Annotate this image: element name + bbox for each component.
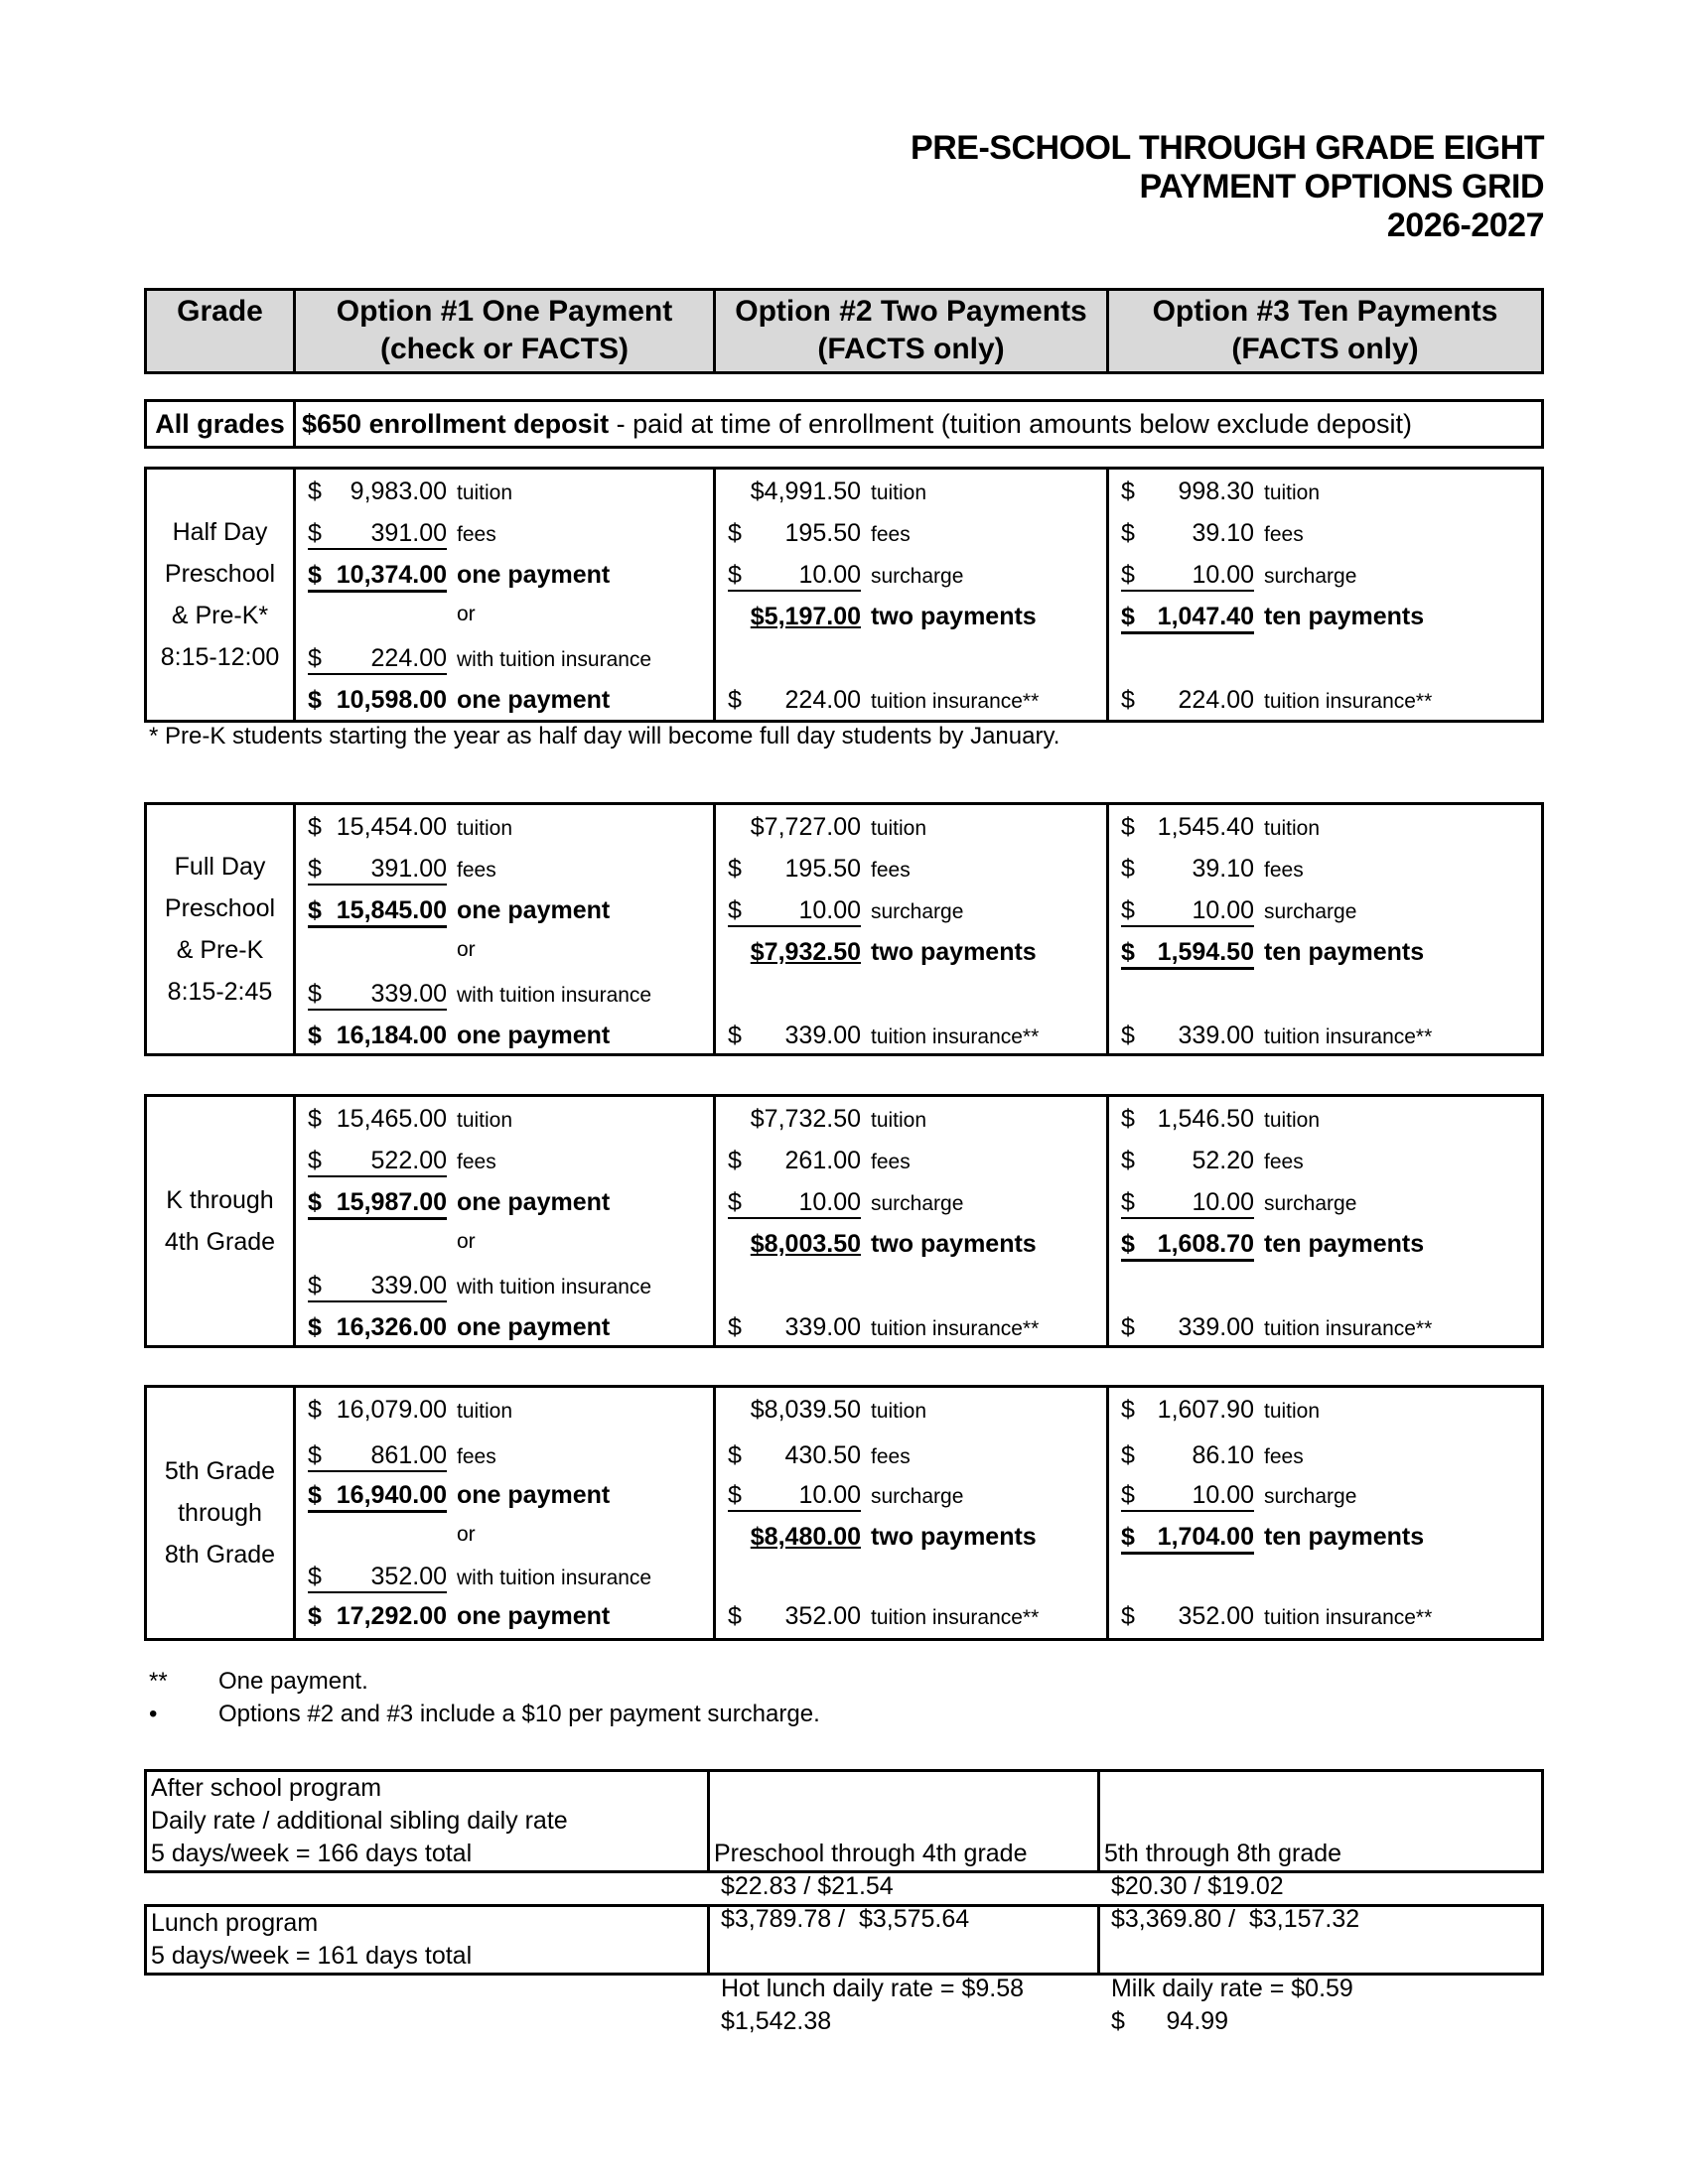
amount: $ 1,047.40 bbox=[1121, 603, 1254, 634]
one-payment-with-insurance-total bbox=[296, 1022, 610, 1051]
amount-label: surcharge bbox=[871, 900, 964, 923]
amount: $ 195.50 bbox=[728, 519, 861, 547]
amount: $ 86.10 bbox=[1121, 1441, 1254, 1469]
one-payment-with-insurance-total bbox=[296, 1602, 610, 1632]
amount-label: tuition bbox=[1264, 817, 1321, 840]
fees-line bbox=[296, 519, 496, 549]
amount: $ 224.00 bbox=[1121, 686, 1254, 714]
amount: $8,003.50 bbox=[750, 1230, 861, 1258]
amount-label: one payment bbox=[457, 1313, 611, 1341]
insurance-line bbox=[1109, 686, 1432, 716]
amount: $7,732.50 bbox=[750, 1105, 861, 1133]
amount-label: with tuition insurance bbox=[457, 1567, 652, 1589]
two-payments-total bbox=[716, 1523, 1037, 1553]
option-3-cell bbox=[1109, 1388, 1541, 1638]
amount-label: with tuition insurance bbox=[457, 648, 652, 671]
amount-label: fees bbox=[1264, 859, 1304, 882]
amount: $ 10.00 bbox=[728, 561, 861, 592]
amount: $ 352.00 bbox=[1121, 1602, 1254, 1630]
or-line bbox=[296, 603, 476, 632]
one-payment-total bbox=[296, 1481, 610, 1511]
tuition-line bbox=[1109, 1396, 1320, 1426]
amount: $ 339.00 bbox=[308, 980, 447, 1011]
amount: $ 352.00 bbox=[728, 1602, 861, 1630]
ten-payments-total bbox=[1109, 938, 1424, 968]
lunch-table bbox=[144, 1904, 1544, 2035]
insurance-line bbox=[716, 1602, 1039, 1632]
insurance-line bbox=[716, 686, 1039, 716]
enrollment-deposit-row bbox=[144, 399, 1544, 449]
amount: $ 15,845.00 bbox=[308, 896, 447, 928]
tuition-line bbox=[716, 1396, 926, 1426]
title-line-3: 2026-2027 bbox=[1386, 206, 1544, 244]
one-payment-total bbox=[296, 561, 610, 591]
amount-label: fees bbox=[457, 859, 496, 882]
after-school-col-3: 5th through 8th grade $20.30 / $19.02 $3,369.80 / $3,157.32 bbox=[1104, 1840, 1360, 1933]
tuition-line bbox=[296, 478, 512, 507]
amount-label: tuition bbox=[871, 481, 927, 504]
header-option-2: Option #2 Two Payments (FACTS only) bbox=[716, 291, 1109, 371]
lunch-col-2: Hot lunch daily rate = $9.58 $1,542.38 bbox=[710, 1907, 1100, 1973]
grade-table bbox=[144, 1385, 1544, 1641]
two-payments-total bbox=[716, 938, 1037, 968]
option-2-cell bbox=[716, 805, 1109, 1053]
amount-label: fees bbox=[871, 1151, 911, 1173]
lunch-col-3: Milk daily rate = $0.59 $ 94.99 bbox=[1104, 1975, 1353, 2035]
amount-label: surcharge bbox=[1264, 1485, 1357, 1508]
tuition-line bbox=[1109, 478, 1320, 507]
title-line-1: PRE-SCHOOL THROUGH GRADE EIGHT bbox=[911, 129, 1544, 167]
tuition-line bbox=[716, 1105, 926, 1135]
amount: $ 195.50 bbox=[728, 855, 861, 883]
amount: $ 339.00 bbox=[728, 1022, 861, 1049]
amount-label: tuition insurance** bbox=[871, 1025, 1040, 1048]
after-school-col-2: Preschool through 4th grade $22.83 / $21.54 $3,789.78 / $3,575.64 bbox=[710, 1772, 1100, 1870]
amount: $ 16,940.00 bbox=[308, 1481, 447, 1513]
one-payment-with-insurance-total bbox=[296, 686, 610, 716]
surcharge-line bbox=[716, 561, 963, 591]
amount: $ 1,594.50 bbox=[1121, 938, 1254, 970]
amount: $ 391.00 bbox=[308, 519, 447, 550]
option-3-cell bbox=[1109, 470, 1541, 720]
amount-label: tuition insurance** bbox=[871, 690, 1040, 713]
amount: $8,039.50 bbox=[750, 1396, 861, 1424]
amount-label: fees bbox=[1264, 1445, 1304, 1468]
option-1-cell bbox=[296, 805, 716, 1053]
option-2-cell bbox=[716, 1097, 1109, 1345]
amount-label: two payments bbox=[871, 1523, 1037, 1551]
ten-payments-total bbox=[1109, 1230, 1424, 1260]
amount: $ 224.00 bbox=[308, 644, 447, 675]
amount-label: fees bbox=[871, 1445, 911, 1468]
tuition-line bbox=[716, 813, 926, 843]
fees-line bbox=[716, 1441, 911, 1471]
amount-label: ten payments bbox=[1264, 1230, 1425, 1258]
amount-label: tuition bbox=[871, 1109, 927, 1132]
two-payments-total bbox=[716, 1230, 1037, 1260]
amount-label: fees bbox=[457, 1445, 496, 1468]
insurance-line bbox=[1109, 1602, 1432, 1632]
after-school-col-1: After school program Daily rate / additional sibling daily rate 5 days/week = 166 days total bbox=[147, 1772, 710, 1870]
fees-line bbox=[296, 1147, 496, 1176]
amount: $ 52.20 bbox=[1121, 1147, 1254, 1174]
option-2-cell bbox=[716, 1388, 1109, 1638]
amount: $ 17,292.00 bbox=[308, 1602, 447, 1630]
fees-line bbox=[1109, 1147, 1304, 1176]
surcharge-line bbox=[716, 1481, 963, 1511]
grade-table bbox=[144, 802, 1544, 1056]
or-line bbox=[296, 1230, 476, 1260]
fees-line bbox=[716, 1147, 911, 1176]
amount: $5,197.00 bbox=[750, 603, 861, 630]
amount: $ 9,983.00 bbox=[308, 478, 447, 505]
prek-note: * Pre-K students starting the year as half day will become full day students by January. bbox=[149, 723, 1060, 750]
amount: $ 261.00 bbox=[728, 1147, 861, 1174]
amount-label: tuition bbox=[457, 1400, 513, 1423]
insurance-line bbox=[716, 1313, 1039, 1343]
amount-label: tuition bbox=[457, 1109, 513, 1132]
header-option-3: Option #3 Ten Payments (FACTS only) bbox=[1152, 295, 1498, 365]
tuition-line bbox=[296, 813, 512, 843]
fees-line bbox=[1109, 519, 1304, 549]
amount: $ 1,704.00 bbox=[1121, 1523, 1254, 1555]
grade-table bbox=[144, 1094, 1544, 1348]
amount-label: tuition insurance** bbox=[1264, 1025, 1433, 1048]
amount-label: tuition bbox=[871, 1400, 927, 1423]
surcharge-line bbox=[1109, 896, 1356, 926]
amount-label: tuition insurance** bbox=[871, 1606, 1040, 1629]
amount: $7,727.00 bbox=[750, 813, 861, 841]
amount: $ 39.10 bbox=[1121, 519, 1254, 547]
surcharge-line bbox=[716, 1188, 963, 1218]
amount-label: surcharge bbox=[1264, 1192, 1357, 1215]
fees-line bbox=[296, 855, 496, 885]
insurance-line bbox=[296, 1272, 651, 1301]
one-payment-total bbox=[296, 1188, 610, 1218]
amount: $ 10.00 bbox=[1121, 1481, 1254, 1512]
fees-line bbox=[1109, 1441, 1304, 1471]
surcharge-line bbox=[1109, 1188, 1356, 1218]
amount-label: two payments bbox=[871, 603, 1037, 630]
amount: $ 1,546.50 bbox=[1121, 1105, 1254, 1133]
amount-label: two payments bbox=[871, 938, 1037, 966]
or-line bbox=[296, 1523, 476, 1553]
one-payment-total bbox=[296, 896, 610, 926]
amount-label: surcharge bbox=[871, 565, 964, 588]
amount-label: fees bbox=[871, 523, 911, 546]
after-school-table bbox=[144, 1769, 1544, 1933]
amount: $ 16,184.00 bbox=[308, 1022, 447, 1049]
amount-label: tuition bbox=[457, 817, 513, 840]
insurance-line bbox=[716, 1022, 1039, 1051]
amount: $ 339.00 bbox=[1121, 1313, 1254, 1341]
amount-label: one payment bbox=[457, 561, 611, 589]
fees-line bbox=[716, 519, 911, 549]
amount: $7,932.50 bbox=[750, 938, 861, 966]
amount-label: tuition bbox=[1264, 1109, 1321, 1132]
option-3-cell bbox=[1109, 1097, 1541, 1345]
amount-label: with tuition insurance bbox=[457, 984, 652, 1007]
amount: $ 10,598.00 bbox=[308, 686, 447, 714]
amount: $ 1,545.40 bbox=[1121, 813, 1254, 841]
title-line-2: PAYMENT OPTIONS GRID bbox=[1139, 168, 1544, 205]
amount-label: tuition insurance** bbox=[871, 1317, 1040, 1340]
amount-label: one payment bbox=[457, 1602, 611, 1630]
option-2-cell bbox=[716, 470, 1109, 720]
insurance-line bbox=[296, 1563, 651, 1592]
fees-line bbox=[716, 855, 911, 885]
deposit-text: $650 enrollment deposit - paid at time of enrollment (tuition amounts below exclude deposit) bbox=[302, 408, 1413, 439]
footnote-2: • Options #2 and #3 include a $10 per payment surcharge. bbox=[149, 1701, 820, 1727]
amount-label: ten payments bbox=[1264, 1523, 1425, 1551]
table-header bbox=[144, 288, 1544, 374]
amount-label: surcharge bbox=[1264, 900, 1357, 923]
amount-label: tuition bbox=[871, 817, 927, 840]
amount: $ 10.00 bbox=[1121, 896, 1254, 927]
amount-label: one payment bbox=[457, 896, 611, 924]
option-1-cell bbox=[296, 1388, 716, 1638]
amount-label: tuition bbox=[1264, 481, 1321, 504]
amount-label: one payment bbox=[457, 1481, 611, 1509]
amount: $ 1,608.70 bbox=[1121, 1230, 1254, 1262]
amount-label: two payments bbox=[871, 1230, 1037, 1258]
amount-label: fees bbox=[871, 859, 911, 882]
grade-label: Full Day Preschool & Pre-K 8:15-2:45 bbox=[147, 805, 296, 1053]
amount: $ 10.00 bbox=[1121, 561, 1254, 592]
header-grade: Grade bbox=[147, 291, 296, 371]
one-payment-with-insurance-total bbox=[296, 1313, 610, 1343]
surcharge-line bbox=[1109, 561, 1356, 591]
amount: $ 10.00 bbox=[728, 896, 861, 927]
amount: $ 998.30 bbox=[1121, 478, 1254, 505]
option-1-cell bbox=[296, 1097, 716, 1345]
option-3-cell bbox=[1109, 805, 1541, 1053]
amount: $ 391.00 bbox=[308, 855, 447, 886]
amount-label: tuition insurance** bbox=[1264, 1606, 1433, 1629]
amount-label: fees bbox=[1264, 1151, 1304, 1173]
footnote-1: ** One payment. bbox=[149, 1668, 368, 1695]
amount-label: surcharge bbox=[871, 1192, 964, 1215]
insurance-line bbox=[1109, 1022, 1432, 1051]
amount: $8,480.00 bbox=[750, 1523, 861, 1551]
grade-label: Half Day Preschool & Pre-K* 8:15-12:00 bbox=[147, 470, 296, 720]
amount: $4,991.50 bbox=[750, 478, 861, 505]
amount: $ 224.00 bbox=[728, 686, 861, 714]
amount-label: or bbox=[457, 938, 476, 961]
ten-payments-total bbox=[1109, 1523, 1424, 1553]
insurance-line bbox=[296, 980, 651, 1010]
insurance-line bbox=[1109, 1313, 1432, 1343]
amount-label: fees bbox=[457, 1151, 496, 1173]
grade-label: K through 4th Grade bbox=[147, 1097, 296, 1345]
amount: $ 861.00 bbox=[308, 1441, 447, 1472]
amount-label: or bbox=[457, 1523, 476, 1546]
amount: $ 16,079.00 bbox=[308, 1396, 447, 1424]
amount: $ 522.00 bbox=[308, 1147, 447, 1177]
amount-label: surcharge bbox=[1264, 565, 1357, 588]
tuition-line bbox=[1109, 813, 1320, 843]
amount: $ 10.00 bbox=[728, 1188, 861, 1219]
amount-label: ten payments bbox=[1264, 603, 1425, 630]
amount: $ 352.00 bbox=[308, 1563, 447, 1593]
grade-label: 5th Grade through 8th Grade bbox=[147, 1388, 296, 1638]
amount-label: or bbox=[457, 603, 476, 625]
amount: $ 430.50 bbox=[728, 1441, 861, 1469]
amount: $ 16,326.00 bbox=[308, 1313, 447, 1341]
tuition-line bbox=[716, 478, 926, 507]
tuition-line bbox=[1109, 1105, 1320, 1135]
grade-table bbox=[144, 467, 1544, 723]
amount-label: or bbox=[457, 1230, 476, 1253]
amount: $ 15,987.00 bbox=[308, 1188, 447, 1220]
tuition-line bbox=[296, 1105, 512, 1135]
document-title bbox=[911, 129, 1544, 245]
amount-label: one payment bbox=[457, 1188, 611, 1216]
amount: $ 1,607.90 bbox=[1121, 1396, 1254, 1424]
amount: $ 10.00 bbox=[728, 1481, 861, 1512]
amount-label: fees bbox=[1264, 523, 1304, 546]
amount: $ 39.10 bbox=[1121, 855, 1254, 883]
amount-label: tuition bbox=[1264, 1400, 1321, 1423]
two-payments-total bbox=[716, 603, 1037, 632]
amount: $ 339.00 bbox=[308, 1272, 447, 1302]
amount-label: with tuition insurance bbox=[457, 1276, 652, 1298]
fees-line bbox=[1109, 855, 1304, 885]
amount-label: one payment bbox=[457, 686, 611, 714]
amount-label: surcharge bbox=[871, 1485, 964, 1508]
amount: $ 339.00 bbox=[728, 1313, 861, 1341]
ten-payments-total bbox=[1109, 603, 1424, 632]
amount-label: tuition bbox=[457, 481, 513, 504]
header-option-1: Option #1 One Payment (check or FACTS) bbox=[296, 291, 716, 371]
amount: $ 15,454.00 bbox=[308, 813, 447, 841]
insurance-line bbox=[296, 644, 651, 674]
amount: $ 10,374.00 bbox=[308, 561, 447, 593]
amount-label: tuition insurance** bbox=[1264, 1317, 1433, 1340]
surcharge-line bbox=[1109, 1481, 1356, 1511]
lunch-col-1: Lunch program 5 days/week = 161 days total bbox=[147, 1907, 710, 1973]
amount-label: one payment bbox=[457, 1022, 611, 1049]
amount: $ 10.00 bbox=[1121, 1188, 1254, 1219]
amount-label: tuition insurance** bbox=[1264, 690, 1433, 713]
amount: $ 15,465.00 bbox=[308, 1105, 447, 1133]
surcharge-line bbox=[716, 896, 963, 926]
option-1-cell bbox=[296, 470, 716, 720]
deposit-label: All grades bbox=[147, 402, 296, 446]
or-line bbox=[296, 938, 476, 968]
amount-label: fees bbox=[457, 523, 496, 546]
amount-label: ten payments bbox=[1264, 938, 1425, 966]
amount: $ 339.00 bbox=[1121, 1022, 1254, 1049]
fees-line bbox=[296, 1441, 496, 1471]
tuition-line bbox=[296, 1396, 512, 1426]
